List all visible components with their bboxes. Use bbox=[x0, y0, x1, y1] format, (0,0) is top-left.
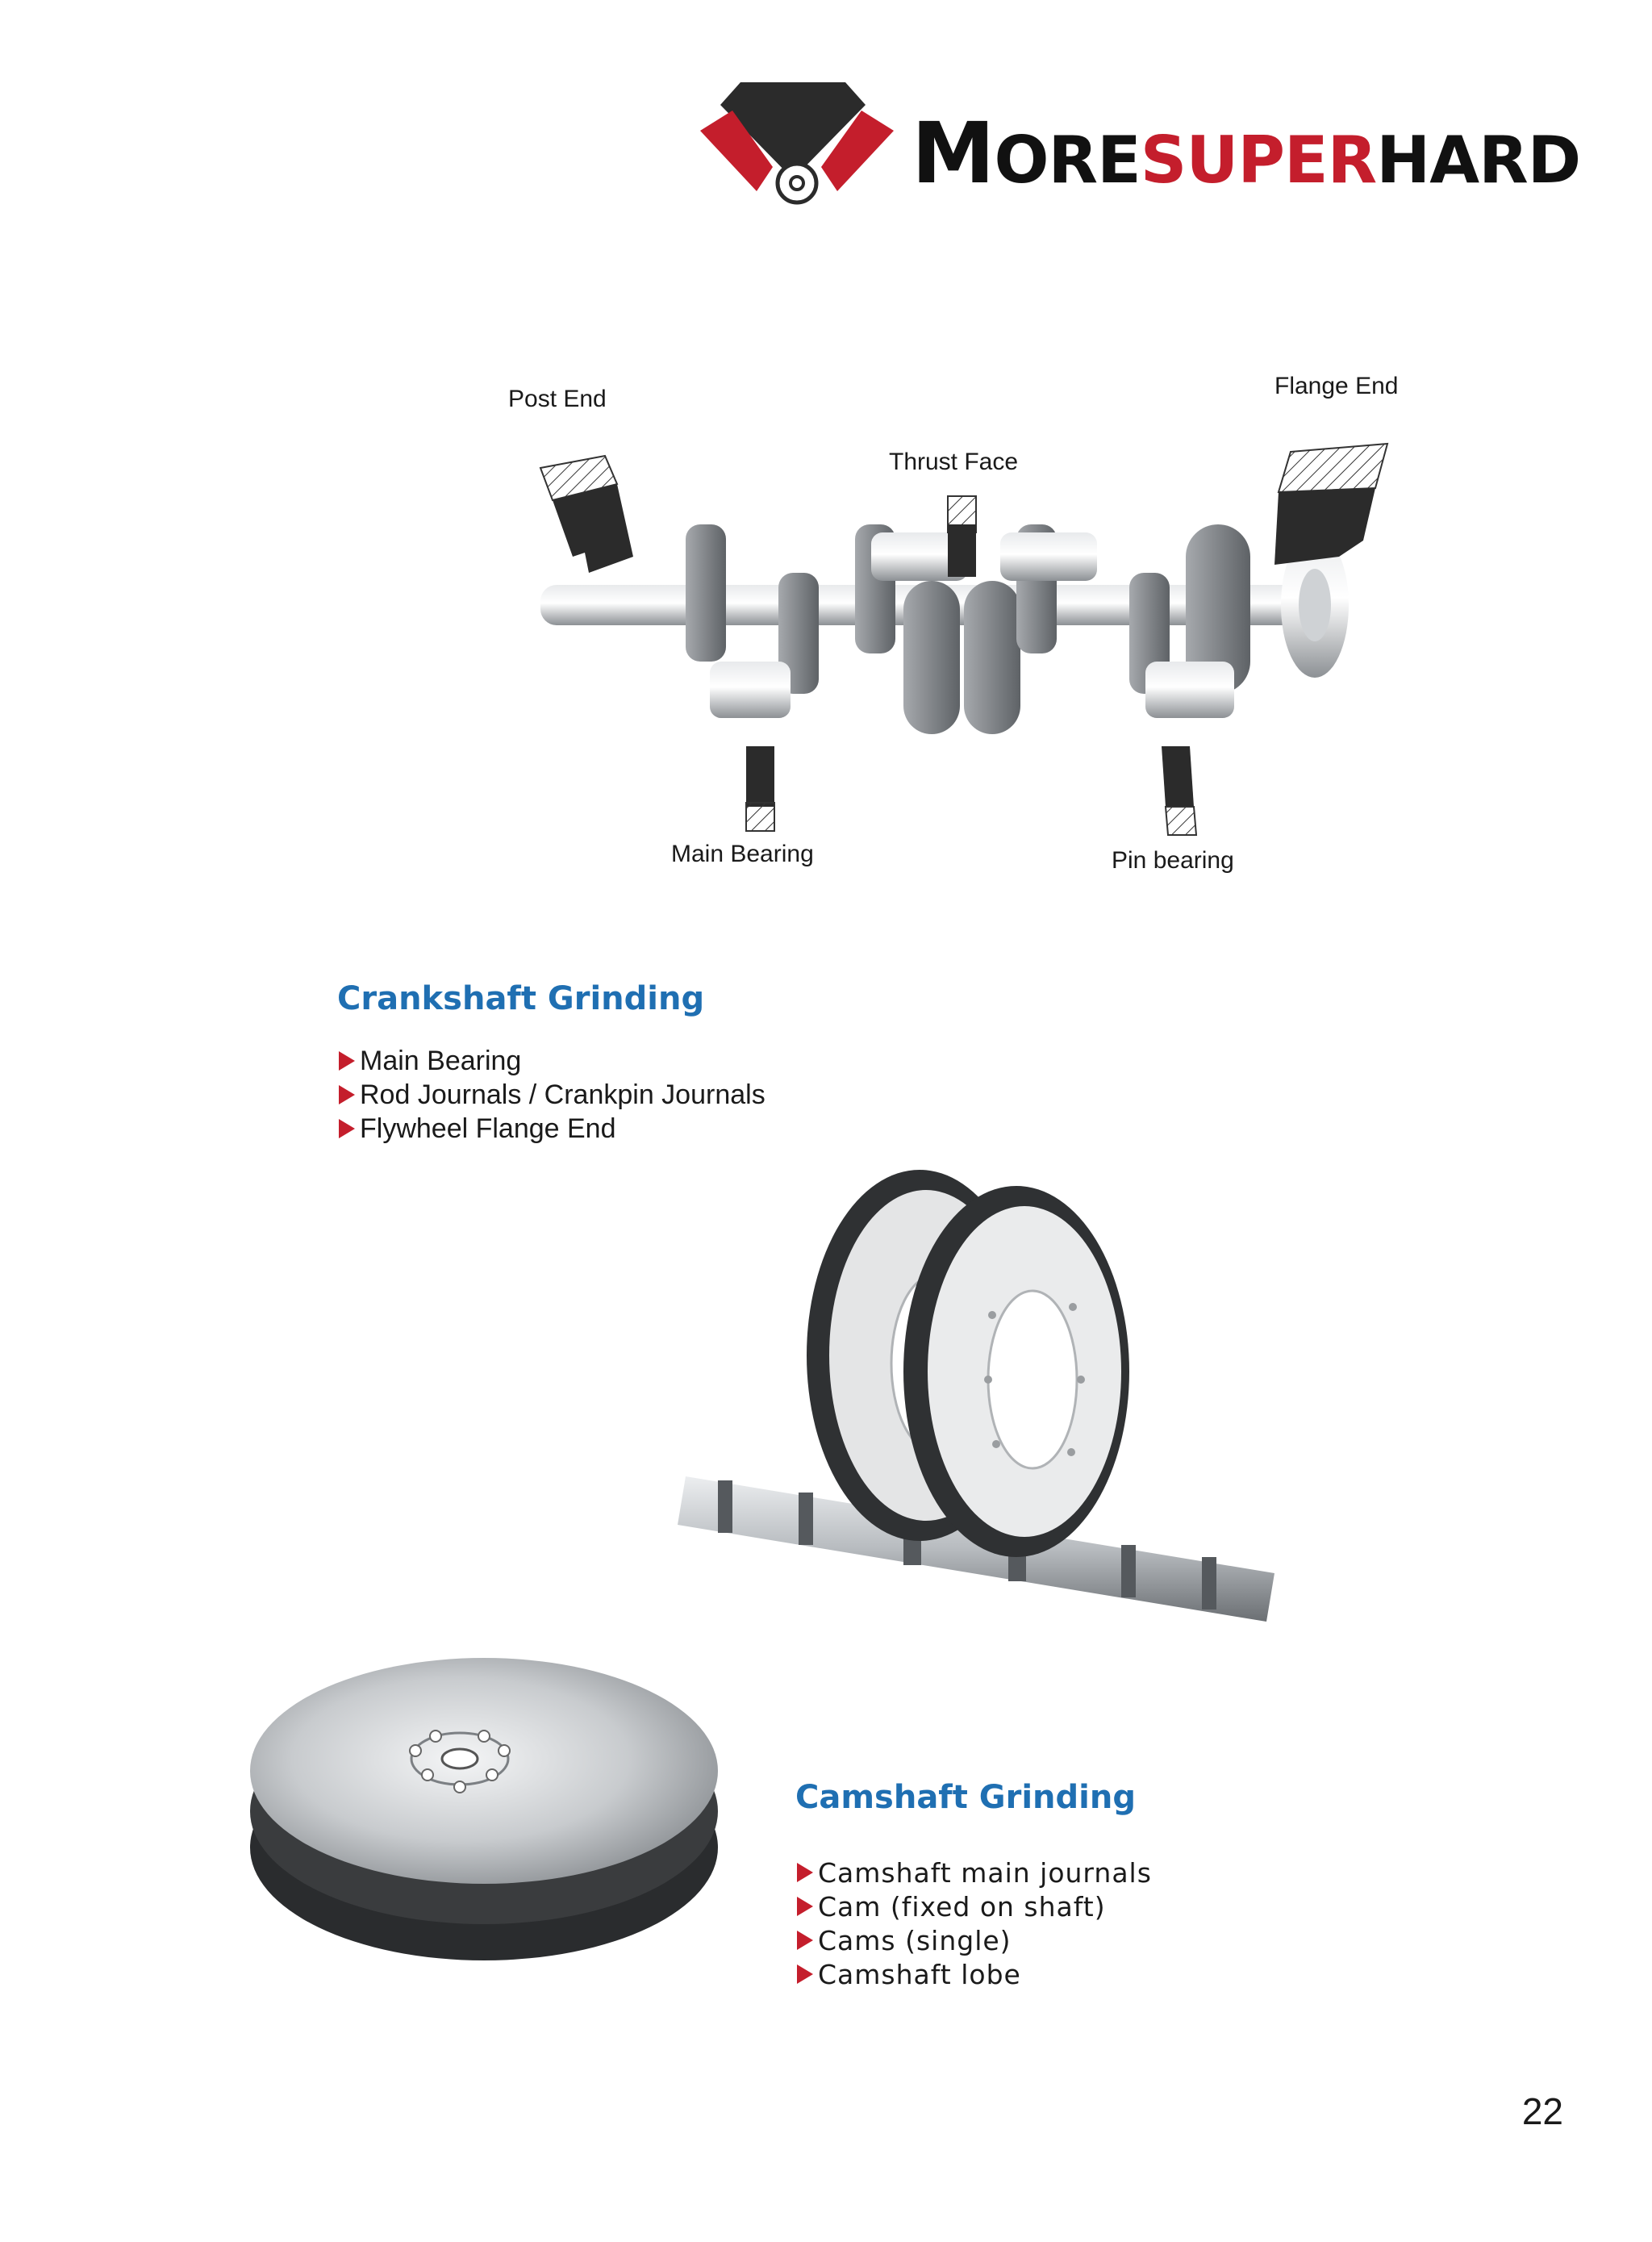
list-item bbox=[339, 1078, 766, 1112]
list-item-text: Camshaft main journals bbox=[818, 1856, 1152, 1889]
camshaft-wheels-illustration bbox=[670, 1170, 1283, 1638]
label-post-end: Post End bbox=[508, 386, 607, 412]
bullet-triangle-icon bbox=[797, 1863, 813, 1882]
list-item-text: Cams (single) bbox=[818, 1924, 1012, 1956]
brand-suffix: HARD bbox=[1376, 123, 1581, 198]
bullet-triangle-icon bbox=[339, 1051, 355, 1071]
crankshaft-illustration bbox=[516, 436, 1404, 855]
list-item-text: Cam (fixed on shaft) bbox=[818, 1890, 1106, 1923]
brand-wordmark bbox=[912, 104, 1581, 202]
list-item-text: Rod Journals / Crankpin Journals bbox=[360, 1079, 766, 1110]
crankshaft-heading: Crankshaft Grinding bbox=[337, 980, 705, 1017]
label-pin-bearing: Pin bearing bbox=[1112, 847, 1234, 874]
list-item bbox=[339, 1044, 766, 1078]
bullet-triangle-icon bbox=[339, 1119, 355, 1138]
bullet-triangle-icon bbox=[797, 1931, 813, 1950]
page-number: 22 bbox=[1521, 2090, 1563, 2132]
brand-highlight: SUPER bbox=[1140, 123, 1377, 198]
list-item bbox=[797, 1923, 1152, 1957]
list-item bbox=[797, 1957, 1152, 1991]
brand-logo-icon bbox=[700, 74, 894, 215]
list-item bbox=[339, 1112, 766, 1146]
disc-wheel-illustration bbox=[242, 1638, 726, 1977]
list-item-text: Camshaft lobe bbox=[818, 1958, 1021, 1990]
brand-prefix-big: M bbox=[912, 104, 995, 202]
list-item-text: Flywheel Flange End bbox=[360, 1113, 616, 1144]
brand-prefix-rest: ORE bbox=[994, 123, 1141, 198]
bullet-triangle-icon bbox=[797, 1964, 813, 1984]
camshaft-heading: Camshaft Grinding bbox=[795, 1779, 1136, 1816]
bullet-triangle-icon bbox=[797, 1897, 813, 1916]
camshaft-list bbox=[797, 1856, 1152, 1991]
bullet-triangle-icon bbox=[339, 1085, 355, 1104]
crankshaft-list bbox=[339, 1044, 766, 1146]
label-flange-end: Flange End bbox=[1274, 373, 1399, 399]
list-item bbox=[797, 1856, 1152, 1889]
label-main-bearing: Main Bearing bbox=[671, 841, 814, 867]
list-item bbox=[797, 1889, 1152, 1923]
list-item-text: Main Bearing bbox=[360, 1045, 522, 1076]
label-thrust-face: Thrust Face bbox=[889, 449, 1019, 475]
